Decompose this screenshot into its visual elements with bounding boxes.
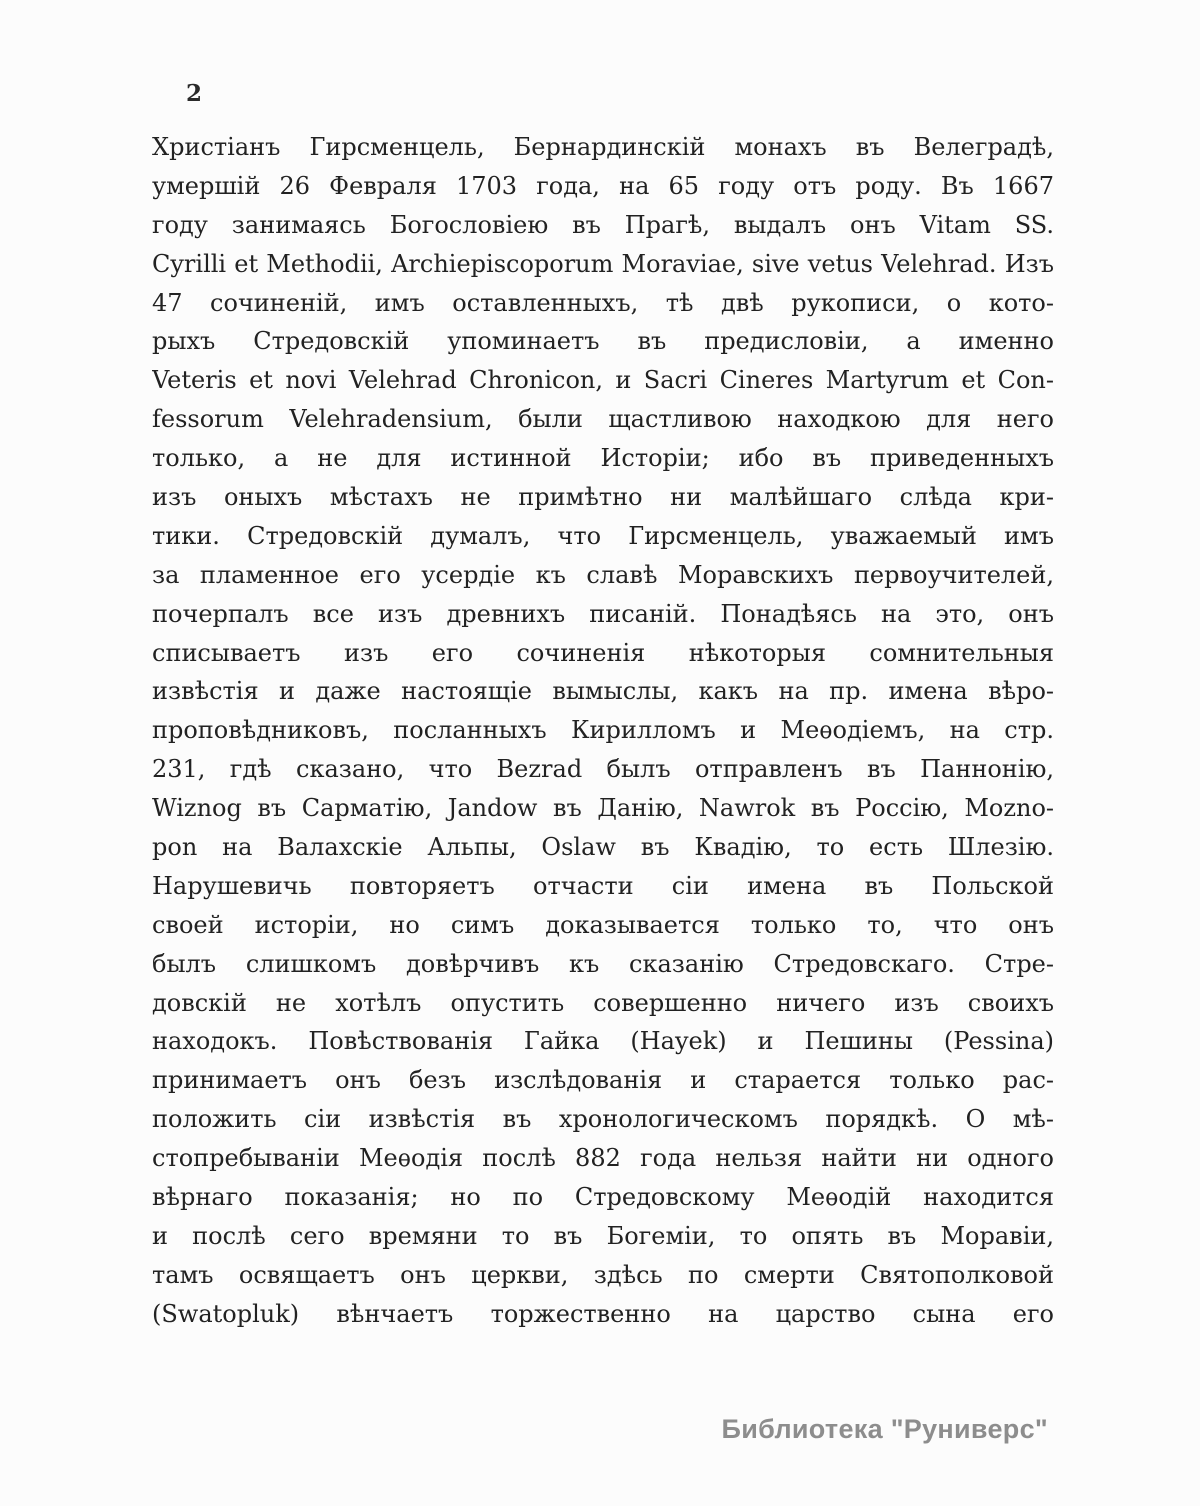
- text-line: за пламенное его усердіе къ славѣ Моравскихъ первоучителей,: [152, 560, 1054, 589]
- text-line: Cyrilli et Methodii, Archiepiscoporum Moraviae, sive vetus Velehrad. Изъ: [152, 249, 1054, 278]
- text-line: Wiznog въ Сарматію, Jandow въ Данію, Nawrok въ Россію, Mozno-: [152, 794, 1054, 823]
- text-line: почерпалъ все изъ древнихъ писаній. Понадѣясь на это, онъ: [152, 599, 1054, 628]
- text-line: только, а не для истинной Исторіи; ибо въ приведенныхъ: [152, 444, 1054, 473]
- text-line: Veteris et novi Velehrad Chronicon, и Sacri Cineres Martyrum et Con-: [152, 366, 1054, 395]
- text-line: 47 сочиненій, имъ оставленныхъ, тѣ двѣ рукописи, о кото-: [152, 288, 1054, 317]
- text-line: Христіанъ Гирсменцель, Бернардинскій монахъ въ Велеградѣ,: [152, 133, 1054, 161]
- text-line: и послѣ сего времяни то въ Богеміи, то опять въ Моравіи,: [152, 1221, 1054, 1250]
- text-line: 231, гдѣ сказано, что Bezrad былъ отправленъ въ Паннонію,: [152, 755, 1054, 784]
- text-line: pon на Валахскіе Альпы, Oslaw въ Квадію, то есть Шлезію.: [152, 833, 1054, 862]
- text-line: году занимаясь Богословіею въ Прагѣ, выдалъ онъ Vitam SS.: [152, 210, 1054, 239]
- text-line: изъ оныхъ мѣстахъ не примѣтно ни малѣйшаго слѣда кри-: [152, 483, 1054, 512]
- text-line: умершій 26 Февраля 1703 года, на 65 году отъ роду. Въ 1667: [152, 171, 1054, 200]
- text-line: списываетъ изъ его сочиненія нѣкоторыя сомнительныя: [152, 638, 1054, 667]
- text-line: тамъ освящаетъ онъ церкви, здѣсь по смерти Святополковой: [152, 1260, 1054, 1289]
- library-watermark: Библиотека "Руниверс": [721, 1414, 1048, 1444]
- text-line: проповѣдниковъ, посланныхъ Кирилломъ и Меѳодіемъ, на стр.: [152, 716, 1054, 745]
- text-line: рыхъ Стредовскій упоминаетъ въ предисловіи, а именно: [152, 327, 1054, 356]
- text-line: извѣстія и даже настоящіе вымыслы, какъ на пр. имена вѣро-: [152, 677, 1054, 706]
- text-line: Нарушевичь повторяетъ отчасти сіи имена въ Польской: [152, 871, 1054, 900]
- page-number: 2: [186, 80, 203, 107]
- text-block: [152, 128, 1054, 1334]
- text-line: fessorum Velehradensium, были щастливою находкою для него: [152, 405, 1054, 434]
- text-line: вѣрнаго показанія; но по Стредовскому Меѳодій находится: [152, 1183, 1054, 1212]
- text-line: довскій не хотѣлъ опустить совершенно ничего изъ своихъ: [152, 988, 1054, 1017]
- text-line: положить сіи извѣстія въ хронологическомъ порядкѣ. О мѣ-: [152, 1105, 1054, 1134]
- text-line: тики. Стредовскій думалъ, что Гирсменцель, уважаемый имъ: [152, 521, 1054, 550]
- text-line: находокъ. Повѣствованія Гайка (Hayek) и Пешины (Pessina): [152, 1027, 1054, 1056]
- text-line: принимаетъ онъ безъ изслѣдованія и старается только рас-: [152, 1066, 1054, 1095]
- text-line: былъ слишкомъ довѣрчивъ къ сказанію Стредовскаго. Стре-: [152, 949, 1054, 978]
- text-line: стопребываніи Меѳодія послѣ 882 года нельзя найти ни одного: [152, 1144, 1054, 1173]
- text-line: (Swatopluk) вѣнчаетъ торжественно на царство сына его: [152, 1299, 1054, 1328]
- text-line: своей исторіи, но симъ доказывается только то, что онъ: [152, 910, 1054, 939]
